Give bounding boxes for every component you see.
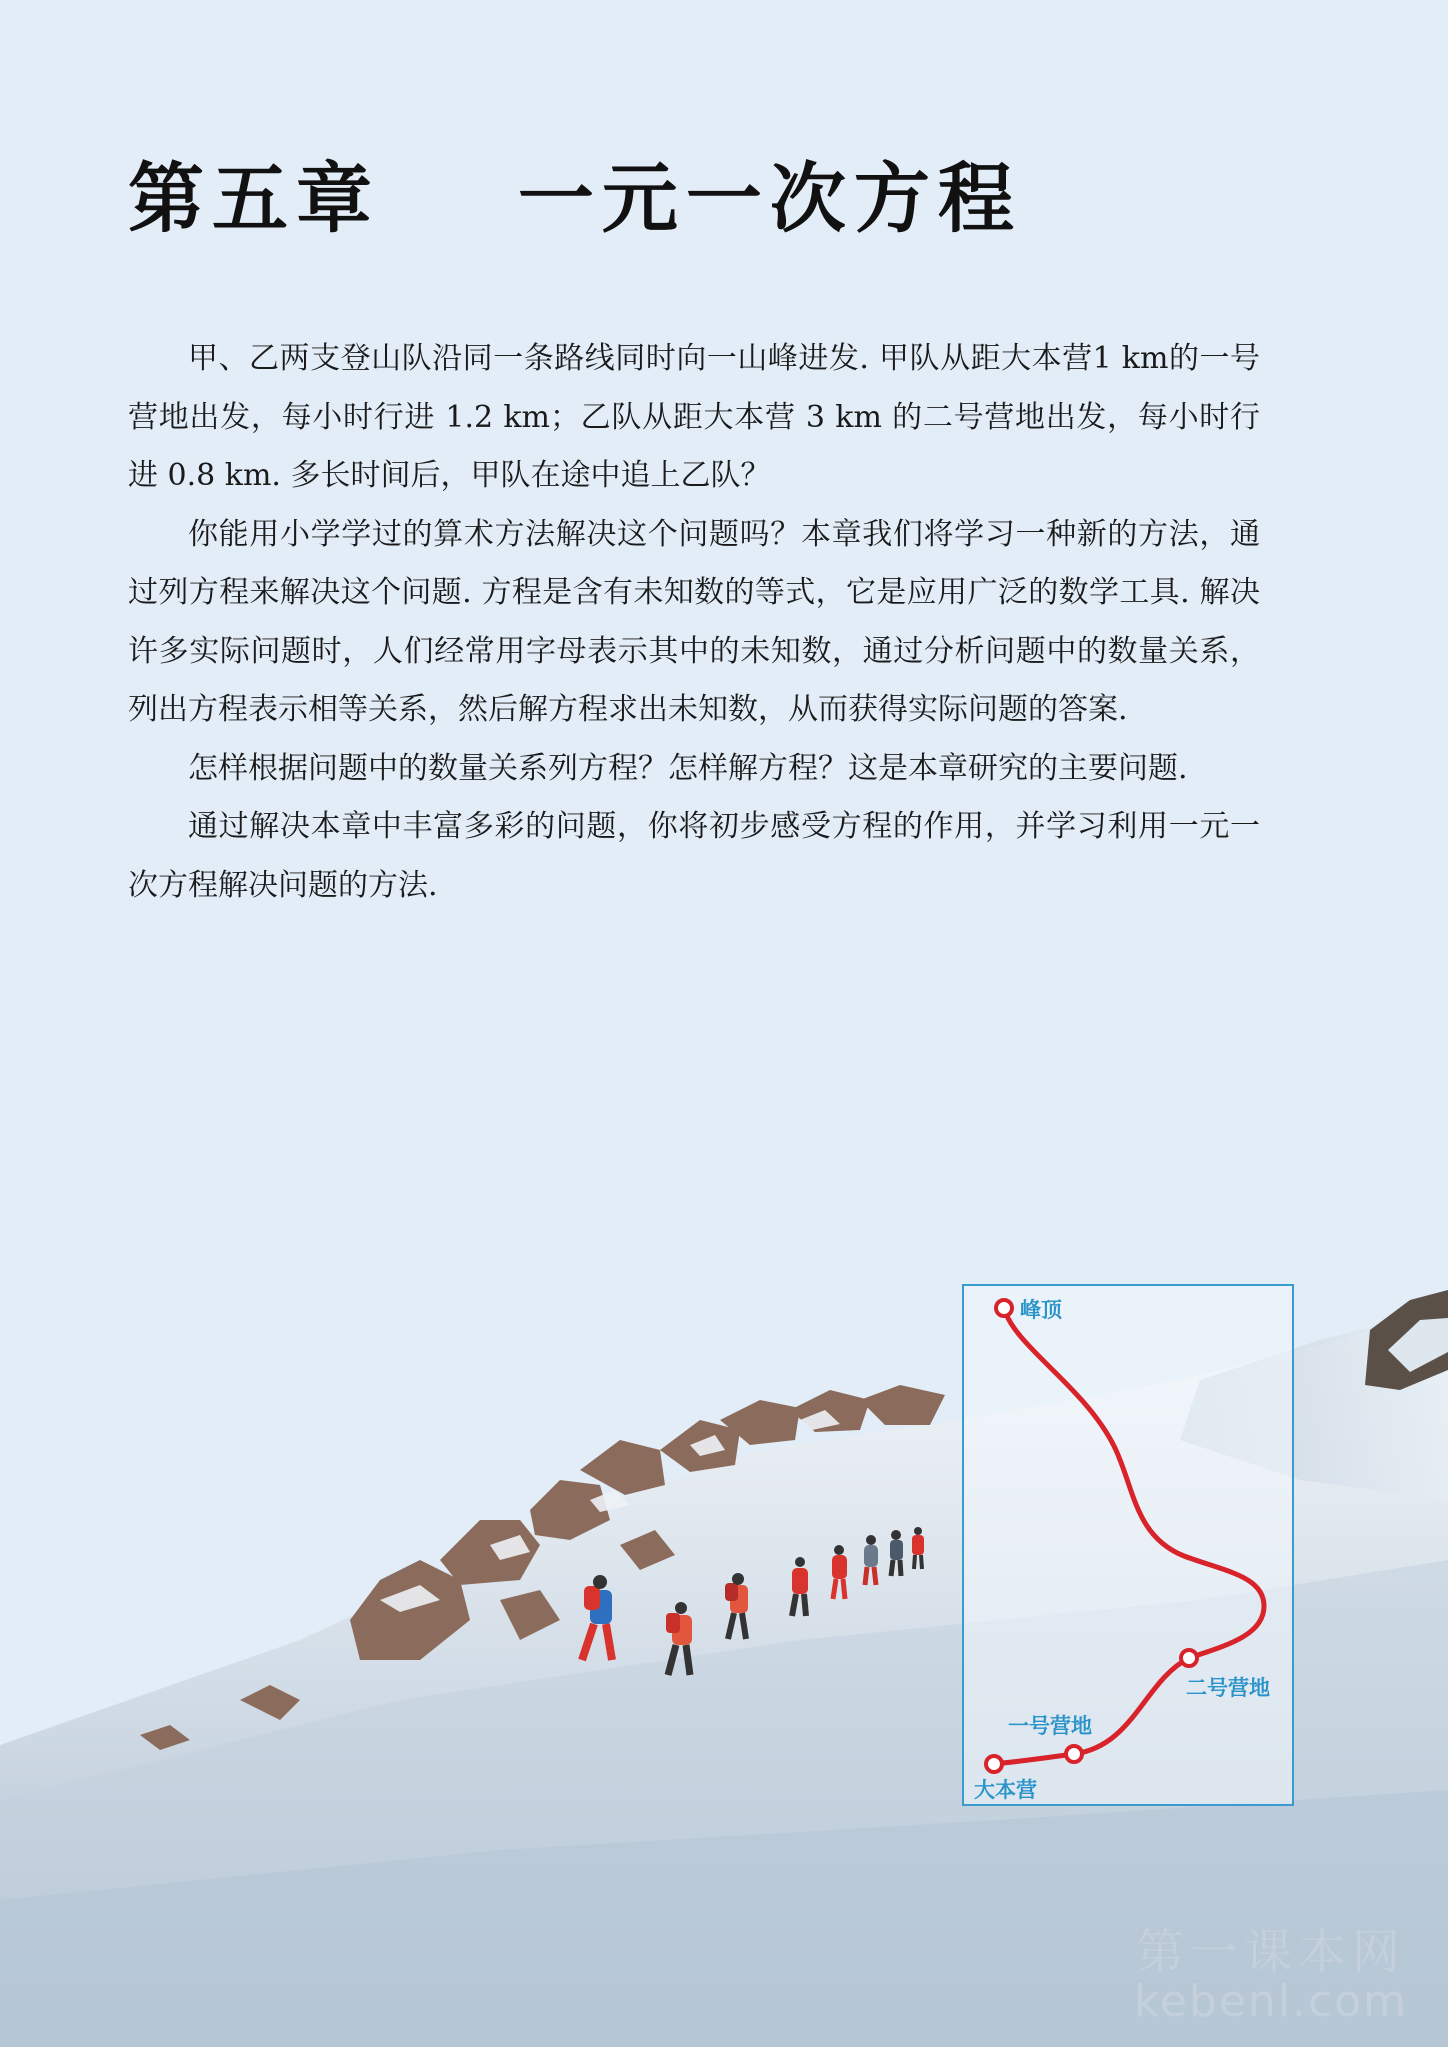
camp-one-label: 一号营地 <box>1008 1714 1092 1738</box>
chapter-name: 一元一次方程 <box>517 154 1022 243</box>
chapter-title <box>128 138 1022 247</box>
watermark-line1: 第一课本网 <box>1135 1924 1406 1980</box>
watermark-line2: kebenl.com <box>1133 1976 1408 2027</box>
paragraph-goal: 通过解决本章中丰富多彩的问题，你将初步感受方程的作用，并学习利用一元一次方程解决问题的方法. <box>128 809 1260 903</box>
paragraph-questions: 怎样根据问题中的数量关系列方程？怎样解方程？这是本章研究的主要问题. <box>188 750 1188 786</box>
camp-two-marker <box>1181 1650 1197 1666</box>
base-camp-marker <box>986 1756 1002 1772</box>
camp-two-label: 二号营地 <box>1186 1676 1270 1700</box>
camp-one-marker <box>1066 1746 1082 1762</box>
chapter-number: 第五章 <box>128 154 380 243</box>
chapter-introduction <box>128 330 1260 915</box>
paragraph-problem: 甲、乙两支登山队沿同一条路线同时向一山峰进发. 甲队从距大本营1 km的一号营地出发，每小时行进 1.2 km；乙队从距大本营 3 km 的二号营地出发，每小时行进 0.8 km. 多长时间后，甲队在途中追上乙队？ <box>128 341 1260 493</box>
base-camp-label: 大本营 <box>974 1778 1037 1802</box>
summit-marker <box>996 1300 1012 1316</box>
site-watermark <box>1134 1913 1408 2027</box>
paragraph-method: 你能用小学学过的算术方法解决这个问题吗？本章我们将学习一种新的方法，通过列方程来解决这个问题. 方程是含有未知数的等式，它是应用广泛的数学工具. 解决许多实际问题时，人们经常用字母表示其中的未知数，通过分析问题中的数量关系，列出方程表示相等关系，然后解方程求出未知数，从而获得实际问题的答案. <box>128 516 1260 727</box>
summit-label: 峰顶 <box>1020 1298 1062 1322</box>
route-map-diagram <box>962 1284 1294 1806</box>
